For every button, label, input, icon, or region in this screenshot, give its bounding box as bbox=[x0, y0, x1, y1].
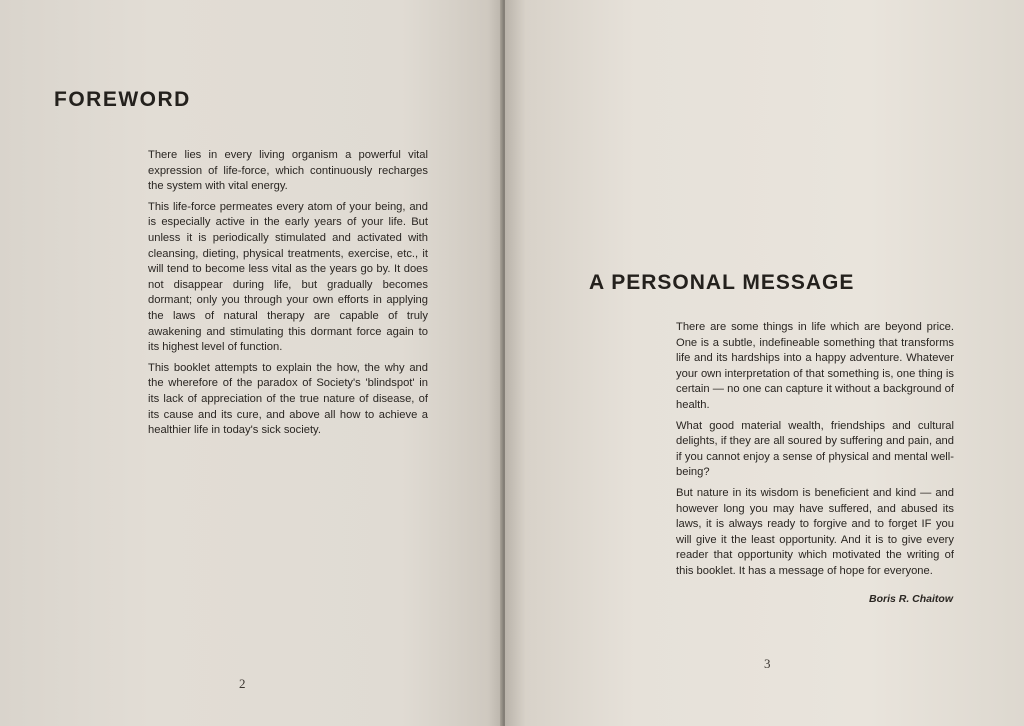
left-page bbox=[0, 0, 504, 726]
foreword-paragraph: This life-force permeates every atom of your being, and is especially active in the early years of your life. But unless it is periodically stimulated and activated with cleansing, dieting, physical treatments, exercise, etc., it will tend to become less vital as the years go by. It does not disappear during life, but gradually becomes dormant; only you through your own efforts in applying the laws of natural therapy are capable of truly awakening and stimulating this dormant force again to its highest level of function. bbox=[148, 200, 428, 354]
foreword-paragraph: There lies in every living organism a powerful vital expression of life-force, which continuously recharges the system with vital energy. bbox=[148, 149, 428, 193]
foreword-paragraph: This booklet attempts to explain the how, the why and the wherefore of the paradox of Society's 'blindspot' in its lack of appreciation of the true nature of disease, of its cause and its cure, and above all how to achieve a healthier life in today's sick society. bbox=[148, 361, 428, 437]
foreword-body bbox=[148, 148, 428, 444]
message-paragraph: There are some things in life which are beyond price. One is a subtle, indefineable something that transforms life and its hardships into a happy adventure. Whatever your own interpretation of that something is, one thing is certain — no one can capture it without a background of health. bbox=[676, 321, 954, 411]
personal-message-title: A PERSONAL MESSAGE bbox=[589, 271, 855, 294]
personal-message-body bbox=[676, 320, 954, 585]
message-paragraph: What good material wealth, friendships and cultural delights, if they are all soured by suffering and pain, and if you cannot enjoy a sense of physical and mental well-being? bbox=[676, 419, 954, 479]
page-number-left: 2 bbox=[239, 676, 246, 691]
foreword-title: FOREWORD bbox=[54, 88, 191, 111]
message-paragraph: But nature in its wisdom is beneficient and kind — and however long you may have suffered, and abused its laws, it is always ready to forgive and to forget IF you will give it the least opportunity. And it is to give every reader that opportunity which motivated the writing of this booklet. It has a message of hope for everyone. bbox=[676, 486, 954, 577]
page-number-right: 3 bbox=[764, 656, 771, 671]
author-signature: Boris R. Chaitow bbox=[868, 593, 953, 605]
right-page bbox=[505, 0, 1024, 726]
